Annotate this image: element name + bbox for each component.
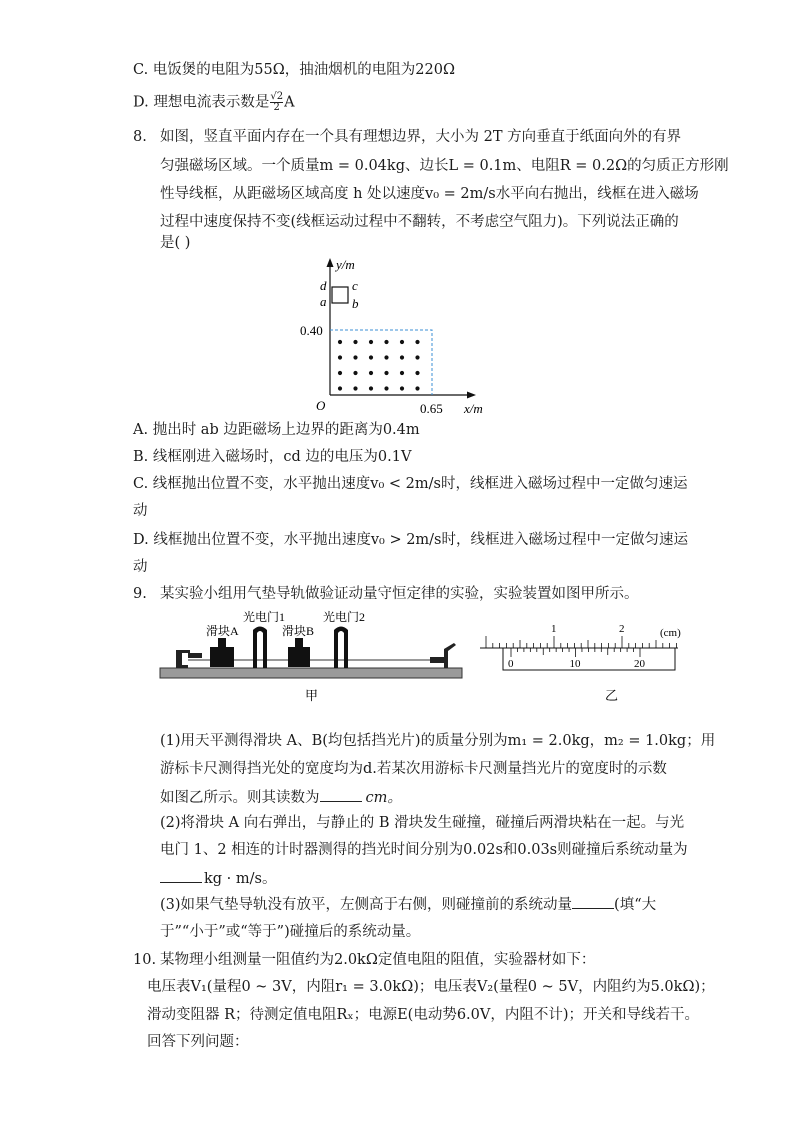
field-dot xyxy=(353,355,357,359)
q8-option-c: C. 线框抛出位置不变，水平抛出速度v₀ < 2m/s时，线框进入磁场过程中一定做匀速运 xyxy=(133,476,688,492)
slider-a-flag xyxy=(218,638,226,648)
left-stand xyxy=(176,650,190,668)
vernier-caliper-figure xyxy=(478,620,688,705)
prev-option-d-unit: A xyxy=(284,94,295,111)
q8-option-d-cont: 动 xyxy=(133,559,148,575)
q8-option-b: B. 线框刚进入磁场时，cd 边的电压为0.1V xyxy=(133,449,412,465)
fig-yi-caption: 乙 xyxy=(605,688,619,703)
prev-option-c: C. 电饭煲的电阻为55Ω，抽油烟机的电阻为220Ω xyxy=(133,62,455,78)
air-track-figure xyxy=(158,605,468,705)
answer-blank-2[interactable] xyxy=(160,868,202,883)
field-dot xyxy=(384,371,388,375)
vernier-label: 10 xyxy=(569,658,581,670)
q9-part3-text: (3)如果气垫导轨没有放平，左侧高于右侧，则碰撞前的系统动量 xyxy=(160,897,573,913)
q8-line-4: 过程中速度保持不变(线框运动过程中不翻转，不考虑空气阻力)。下列说法正确的 xyxy=(160,214,679,230)
field-dots xyxy=(338,340,420,391)
field-dot xyxy=(384,340,388,344)
right-buffer xyxy=(430,657,444,663)
main-scale xyxy=(480,623,678,648)
fig-jia-caption: 甲 xyxy=(305,688,319,703)
field-dot xyxy=(384,355,388,359)
q8-option-d: D. 线框抛出位置不变，水平抛出速度v₀ > 2m/s时，线框进入磁场过程中一定做匀速运 xyxy=(133,532,688,548)
q9-part3-line2: 于”“小于”或“等于”)碰撞后的系统动量。 xyxy=(160,924,421,940)
q9-part3-line1 xyxy=(160,894,656,915)
y-axis-arrow xyxy=(327,258,334,267)
caliper-unit: (cm) xyxy=(660,627,681,639)
main-scale-label: 2 xyxy=(619,623,625,635)
gate-1 xyxy=(253,627,267,669)
gate2-label: 光电门2 xyxy=(323,610,366,624)
field-dot xyxy=(400,355,404,359)
field-dot xyxy=(338,355,342,359)
vernier-label: 0 xyxy=(508,658,514,670)
q9-part1-unit: cm。 xyxy=(365,790,402,806)
q10-line-1: 某物理小组测量一阻值约为2.0kΩ定值电阻的阻值，实验器材如下： xyxy=(160,952,596,968)
slider-b xyxy=(288,647,310,667)
q9-part3-hint: (填“大 xyxy=(614,897,657,913)
origin-label: O xyxy=(316,398,326,413)
field-boundary xyxy=(330,330,432,395)
gate-2 xyxy=(334,627,348,669)
q9-intro: 某实验小组用气垫导轨做验证动量守恒定律的实验，实验装置如图甲所示。 xyxy=(160,586,639,602)
corner-a-label: a xyxy=(320,294,327,309)
q9-part1-line1: (1)用天平测得滑块 A、B(均包括挡光片)的质量分别为m₁ = 2.0kg，m₂ = 1.0kg；用 xyxy=(160,733,716,749)
q10-line-2: 电压表V₁(量程0 ~ 3V，内阻r₁ = 3.0kΩ)；电压表V₂(量程0 ~ 5V，内阻约为5.0kΩ)； xyxy=(147,979,715,995)
right-stand xyxy=(444,643,456,668)
fraction-numerator: √2 xyxy=(270,91,284,102)
prev-option-d-fraction xyxy=(270,92,283,113)
field-dot xyxy=(353,386,357,390)
field-dot xyxy=(369,386,373,390)
field-dot xyxy=(353,371,357,375)
q9-part1-line2: 游标卡尺测得挡光处的宽度均为d.若某次用游标卡尺测量挡光片的宽度时的示数 xyxy=(160,761,667,777)
q8-option-c-cont: 动 xyxy=(133,503,148,519)
q9-part2-line1: (2)将滑块 A 向右弹出，与静止的 B 滑块发生碰撞，碰撞后两滑块粘在一起。与光 xyxy=(160,815,685,831)
vernier-body xyxy=(503,648,675,670)
field-dot xyxy=(369,355,373,359)
track-base xyxy=(160,668,462,678)
q8-line-3: 性导线框，从距磁场区域高度 h 处以速度v₀ = 2m/s水平向右抛出，线框在进入磁场 xyxy=(160,186,699,202)
q8-magnetic-field-figure xyxy=(290,255,500,420)
answer-blank-1[interactable] xyxy=(320,787,362,802)
corner-b-label: b xyxy=(352,296,359,311)
sliderA-label: 滑块A xyxy=(206,624,239,638)
q8-line-2: 匀强磁场区域。一个质量m = 0.04kg、边长L = 0.1m、电阻R = 0.2Ω的匀质正方形刚 xyxy=(160,158,729,174)
x-axis-label: x/m xyxy=(464,401,483,416)
x-axis-arrow xyxy=(467,392,476,399)
y-tick-label: 0.40 xyxy=(300,323,323,338)
slider-b-flag xyxy=(295,638,303,648)
q10-line-3: 滑动变阻器 R；待测定值电阻Rₓ；电源E(电动势6.0V，内阻不计)；开关和导线若干。 xyxy=(147,1007,700,1023)
field-dot xyxy=(338,371,342,375)
vernier-label: 20 xyxy=(634,658,645,670)
q10-line-4: 回答下列问题： xyxy=(147,1034,249,1050)
x-tick-label: 0.65 xyxy=(420,401,443,416)
slider-a xyxy=(210,647,234,667)
field-dot xyxy=(400,371,404,375)
field-dot xyxy=(415,355,419,359)
field-dot xyxy=(338,386,342,390)
q9-part2-unit: kg · m/s。 xyxy=(204,871,277,887)
field-dot xyxy=(415,386,419,390)
field-dot xyxy=(400,340,404,344)
field-dot xyxy=(369,371,373,375)
q9-part2-line3 xyxy=(160,868,276,889)
field-dot xyxy=(338,340,342,344)
field-dot xyxy=(369,340,373,344)
vernier-scale xyxy=(503,648,675,670)
left-spring xyxy=(188,653,202,658)
field-dot xyxy=(415,340,419,344)
wire-frame xyxy=(332,287,348,303)
field-dot xyxy=(384,386,388,390)
corner-c-label: c xyxy=(352,278,358,293)
field-dot xyxy=(415,371,419,375)
q8-line-1: 如图，竖直平面内存在一个具有理想边界，大小为 2T 方向垂直于纸面向外的有界 xyxy=(160,129,682,145)
sliderB-label: 滑块B xyxy=(282,624,315,638)
field-dot xyxy=(400,386,404,390)
q8-option-a: A. 抛出时 ab 边距磁场上边界的距离为0.4m xyxy=(133,422,420,438)
q9-part1-text: 如图乙所示。则其读数为 xyxy=(160,790,320,806)
q9-part2-line2: 电门 1、2 相连的计时器测得的挡光时间分别为0.02s和0.03s则碰撞后系统动量为 xyxy=(160,842,688,858)
prev-option-d xyxy=(133,92,295,113)
q9-number: 9. xyxy=(133,586,147,602)
q8-number: 8. xyxy=(133,129,147,145)
main-scale-label: 1 xyxy=(551,623,557,635)
field-dot xyxy=(353,340,357,344)
answer-blank-3[interactable] xyxy=(572,894,614,909)
q10-number: 10. xyxy=(133,952,157,968)
fraction-denominator: 2 xyxy=(273,102,280,113)
prev-option-d-text: D. 理想电流表示数是 xyxy=(133,94,270,111)
y-axis-label: y/m xyxy=(336,257,355,272)
corner-d-label: d xyxy=(320,278,327,293)
gate1-label: 光电门1 xyxy=(243,610,286,624)
q8-line-5: 是( ) xyxy=(160,235,191,251)
q9-part1-line3 xyxy=(160,787,402,808)
